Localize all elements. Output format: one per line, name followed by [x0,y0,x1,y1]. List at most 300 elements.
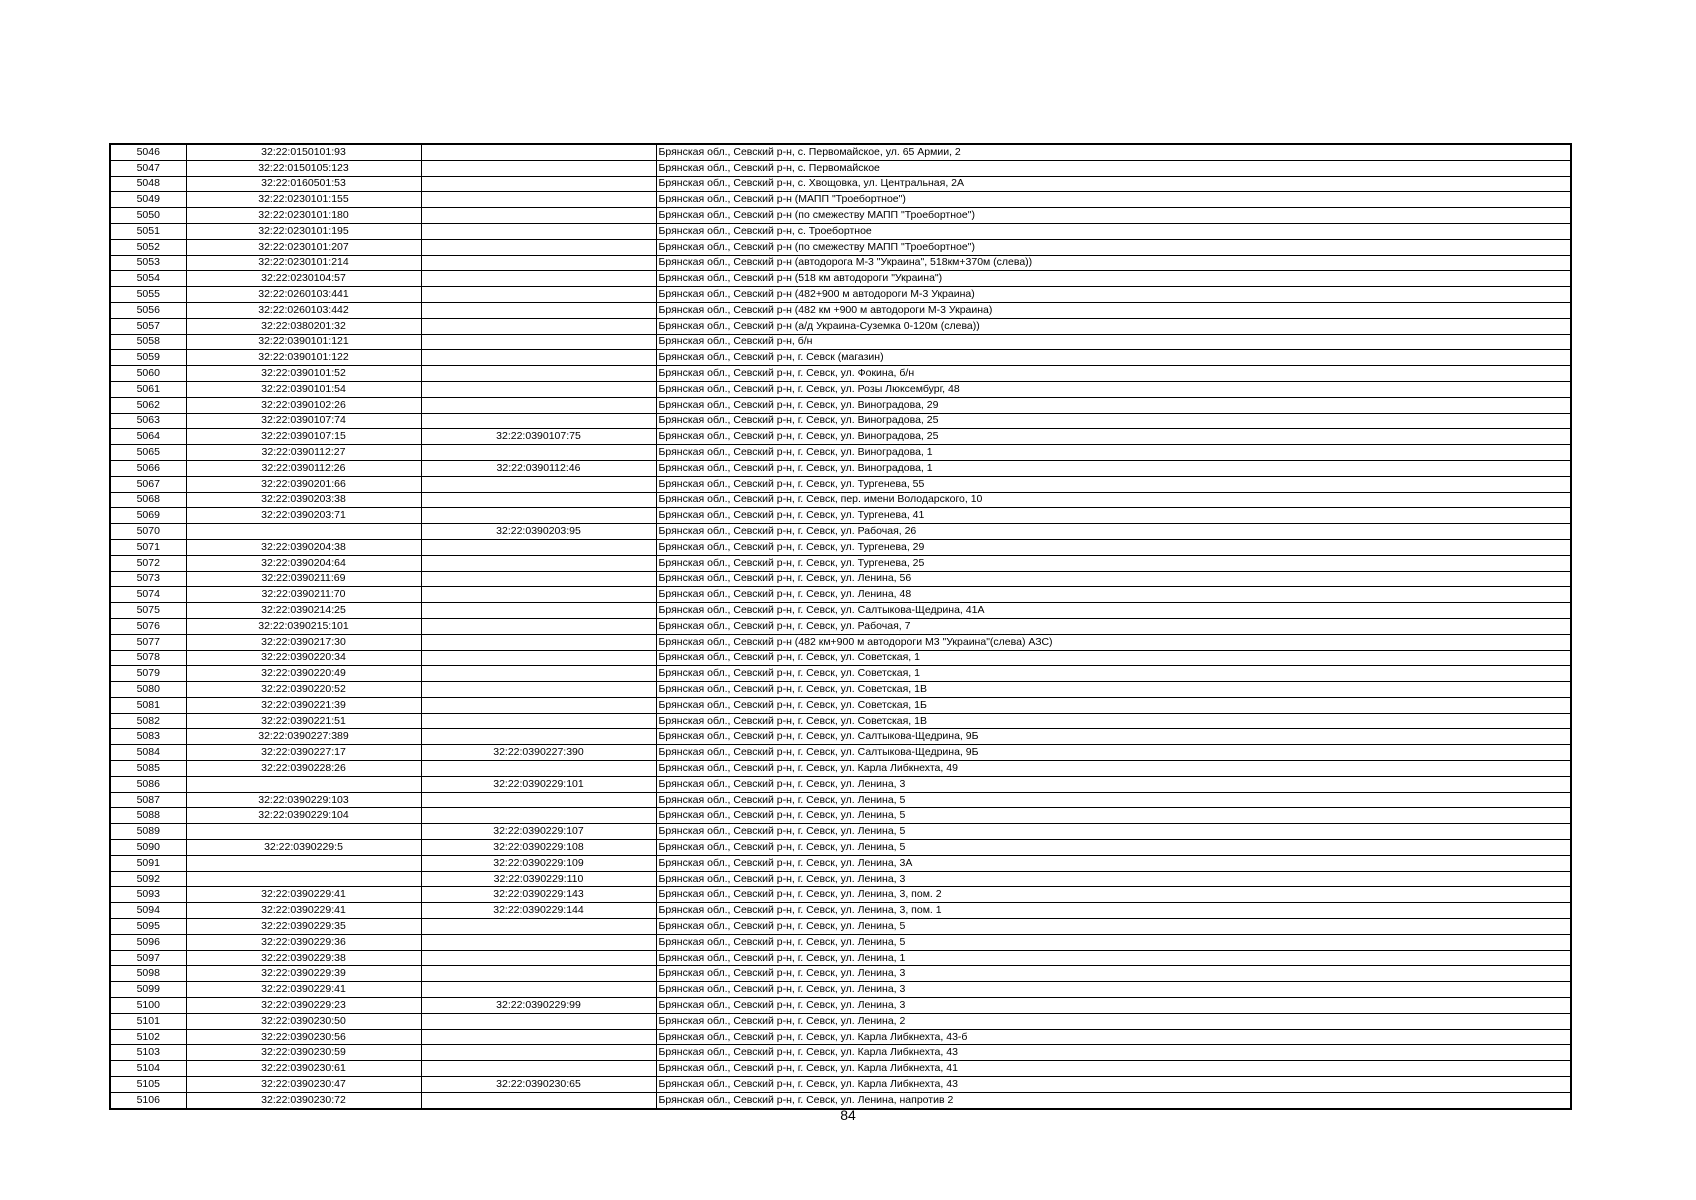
row-number-cell: 5065 [110,445,186,461]
table-row [110,223,1571,239]
address-cell: Брянская обл., Севский р-н, г. Севск, ул. Салтыкова-Щедрина, 9Б [656,745,1571,761]
row-number-cell: 5097 [110,950,186,966]
address-cell: Брянская обл., Севский р-н, г. Севск, ул. Ленина, напротив 2 [656,1092,1571,1108]
related-cadastral-number-cell [421,381,656,397]
cadastral-number-cell [186,855,421,871]
row-number-cell: 5059 [110,350,186,366]
address-cell: Брянская обл., Севский р-н, г. Севск, ул. Салтыкова-Щедрина, 41А [656,603,1571,619]
related-cadastral-number-cell [421,1029,656,1045]
table-row [110,855,1571,871]
cadastral-number-cell: 32:22:0390211:70 [186,587,421,603]
cadastral-number-cell: 32:22:0390204:64 [186,555,421,571]
address-cell: Брянская обл., Севский р-н, г. Севск, ул. Тургенева, 25 [656,555,1571,571]
cadastral-number-cell: 32:22:0390215:101 [186,618,421,634]
table-row [110,697,1571,713]
table-row [110,1029,1571,1045]
table-row [110,998,1571,1014]
table-row [110,381,1571,397]
address-cell: Брянская обл., Севский р-н, г. Севск, ул. Тургенева, 29 [656,539,1571,555]
row-number-cell: 5078 [110,650,186,666]
related-cadastral-number-cell [421,508,656,524]
cadastral-number-cell: 32:22:0230101:207 [186,239,421,255]
row-number-cell: 5106 [110,1092,186,1108]
cadastral-number-cell: 32:22:0390203:38 [186,492,421,508]
address-cell: Брянская обл., Севский р-н, г. Севск, ул. Ленина, 5 [656,919,1571,935]
address-cell: Брянская обл., Севский р-н, г. Севск, ул. Ленина, 3 [656,776,1571,792]
row-number-cell: 5090 [110,840,186,856]
cadastral-number-cell: 32:22:0390107:15 [186,429,421,445]
row-number-cell: 5103 [110,1045,186,1061]
related-cadastral-number-cell [421,287,656,303]
row-number-cell: 5050 [110,208,186,224]
address-cell: Брянская обл., Севский р-н, г. Севск, ул. Рабочая, 26 [656,524,1571,540]
cadastral-number-cell: 32:22:0390230:72 [186,1092,421,1108]
address-cell: Брянская обл., Севский р-н, г. Севск, ул. Ленина, 48 [656,587,1571,603]
cadastral-number-cell [186,871,421,887]
address-cell: Брянская обл., Севский р-н, г. Севск, ул. Фокина, б/н [656,366,1571,382]
related-cadastral-number-cell [421,223,656,239]
address-cell: Брянская обл., Севский р-н, г. Севск, ул. Советская, 1В [656,682,1571,698]
page-number: 84 [840,1107,856,1123]
cadastral-number-cell: 32:22:0390229:41 [186,903,421,919]
row-number-cell: 5096 [110,934,186,950]
related-cadastral-number-cell [421,808,656,824]
address-cell: Брянская обл., Севский р-н (по смежеству МАПП "Троебортное") [656,208,1571,224]
related-cadastral-number-cell [421,445,656,461]
related-cadastral-number-cell [421,697,656,713]
cadastral-number-cell: 32:22:0260103:441 [186,287,421,303]
table-row [110,318,1571,334]
table-row [110,239,1571,255]
cadastral-number-cell: 32:22:0150101:93 [186,144,421,160]
cadastral-number-cell: 32:22:0390112:27 [186,445,421,461]
related-cadastral-number-cell: 32:22:0390229:107 [421,824,656,840]
row-number-cell: 5100 [110,998,186,1014]
cadastral-number-cell: 32:22:0390229:41 [186,887,421,903]
cadastral-number-cell: 32:22:0390229:23 [186,998,421,1014]
cadastral-number-cell: 32:22:0390220:34 [186,650,421,666]
related-cadastral-number-cell [421,176,656,192]
address-cell: Брянская обл., Севский р-н (482+900 м автодороги М-3 Украина) [656,287,1571,303]
cadastral-number-cell: 32:22:0390227:389 [186,729,421,745]
address-cell: Брянская обл., Севский р-н, г. Севск, ул. Салтыкова-Щедрина, 9Б [656,729,1571,745]
related-cadastral-number-cell: 32:22:0390107:75 [421,429,656,445]
address-cell: Брянская обл., Севский р-н, г. Севск, ул. Ленина, 3А [656,855,1571,871]
cadastral-number-cell: 32:22:0390214:25 [186,603,421,619]
table-row [110,429,1571,445]
cadastral-number-cell: 32:22:0390102:26 [186,397,421,413]
cadastral-number-cell: 32:22:0390211:69 [186,571,421,587]
row-number-cell: 5067 [110,476,186,492]
row-number-cell: 5062 [110,397,186,413]
cadastral-number-cell: 32:22:0390101:54 [186,381,421,397]
row-number-cell: 5054 [110,271,186,287]
row-number-cell: 5095 [110,919,186,935]
cadastral-number-cell: 32:22:0260103:442 [186,302,421,318]
table-row [110,571,1571,587]
row-number-cell: 5084 [110,745,186,761]
address-cell: Брянская обл., Севский р-н, с. Первомайское [656,160,1571,176]
table-row [110,524,1571,540]
cadastral-number-cell [186,776,421,792]
address-cell: Брянская обл., Севский р-н, г. Севск, ул. Карла Либкнехта, 43 [656,1077,1571,1093]
cadastral-number-cell: 32:22:0390220:49 [186,666,421,682]
related-cadastral-number-cell [421,919,656,935]
table-row [110,397,1571,413]
table-row [110,287,1571,303]
row-number-cell: 5085 [110,761,186,777]
row-number-cell: 5094 [110,903,186,919]
row-number-cell: 5088 [110,808,186,824]
related-cadastral-number-cell [421,476,656,492]
address-cell: Брянская обл., Севский р-н, г. Севск, ул. Советская, 1В [656,713,1571,729]
cadastral-number-cell: 32:22:0390227:17 [186,745,421,761]
related-cadastral-number-cell [421,603,656,619]
related-cadastral-number-cell: 32:22:0390229:101 [421,776,656,792]
related-cadastral-number-cell: 32:22:0390229:144 [421,903,656,919]
address-cell: Брянская обл., Севский р-н, г. Севск, ул. Ленина, 2 [656,1013,1571,1029]
related-cadastral-number-cell [421,682,656,698]
address-cell: Брянская обл., Севский р-н, г. Севск, ул. Ленина, 3 [656,982,1571,998]
related-cadastral-number-cell [421,144,656,160]
related-cadastral-number-cell [421,587,656,603]
address-cell: Брянская обл., Севский р-н, г. Севск, ул. Ленина, 3 [656,871,1571,887]
cadastral-number-cell: 32:22:0390217:30 [186,634,421,650]
row-number-cell: 5070 [110,524,186,540]
related-cadastral-number-cell: 32:22:0390229:108 [421,840,656,856]
row-number-cell: 5093 [110,887,186,903]
address-cell: Брянская обл., Севский р-н, г. Севск, ул. Тургенева, 41 [656,508,1571,524]
address-cell: Брянская обл., Севский р-н (482 км+900 м автодороги М3 "Украина"(слева) АЗС) [656,634,1571,650]
related-cadastral-number-cell [421,208,656,224]
table-row [110,808,1571,824]
address-cell: Брянская обл., Севский р-н, г. Севск, ул. Ленина, 5 [656,808,1571,824]
cadastral-number-cell: 32:22:0150105:123 [186,160,421,176]
address-cell: Брянская обл., Севский р-н (автодорога М-3 "Украина", 518км+370м (слева)) [656,255,1571,271]
cadastral-number-cell: 32:22:0390221:51 [186,713,421,729]
related-cadastral-number-cell [421,729,656,745]
row-number-cell: 5048 [110,176,186,192]
table-row [110,840,1571,856]
cadastral-number-cell: 32:22:0390230:56 [186,1029,421,1045]
row-number-cell: 5077 [110,634,186,650]
related-cadastral-number-cell [421,255,656,271]
cadastral-number-cell: 32:22:0390220:52 [186,682,421,698]
table-row [110,271,1571,287]
row-number-cell: 5074 [110,587,186,603]
cadastral-number-cell: 32:22:0390229:39 [186,966,421,982]
row-number-cell: 5086 [110,776,186,792]
address-cell: Брянская обл., Севский р-н, г. Севск, ул. Ленина, 5 [656,934,1571,950]
table-row [110,966,1571,982]
cadastral-number-cell: 32:22:0390229:104 [186,808,421,824]
address-cell: Брянская обл., Севский р-н, г. Севск, ул. Карла Либкнехта, 41 [656,1061,1571,1077]
address-cell: Брянская обл., Севский р-н (482 км +900 м автодороги М-3 Украина) [656,302,1571,318]
address-cell: Брянская обл., Севский р-н, г. Севск, ул. Рабочая, 7 [656,618,1571,634]
address-cell: Брянская обл., Севский р-н, с. Первомайское, ул. 65 Армии, 2 [656,144,1571,160]
row-number-cell: 5058 [110,334,186,350]
row-number-cell: 5101 [110,1013,186,1029]
related-cadastral-number-cell [421,1061,656,1077]
related-cadastral-number-cell [421,192,656,208]
cadastral-number-cell: 32:22:0230101:155 [186,192,421,208]
table-row [110,413,1571,429]
address-cell: Брянская обл., Севский р-н, г. Севск, ул. Виноградова, 29 [656,397,1571,413]
cadastral-number-cell: 32:22:0390230:59 [186,1045,421,1061]
table-row [110,1045,1571,1061]
table-row [110,476,1571,492]
table-row [110,555,1571,571]
table-row [110,666,1571,682]
table-row [110,539,1571,555]
related-cadastral-number-cell [421,950,656,966]
address-cell: Брянская обл., Севский р-н, г. Севск, ул. Советская, 1 [656,650,1571,666]
address-cell: Брянская обл., Севский р-н, г. Севск, ул. Советская, 1Б [656,697,1571,713]
cadastral-number-cell: 32:22:0390230:61 [186,1061,421,1077]
row-number-cell: 5099 [110,982,186,998]
row-number-cell: 5079 [110,666,186,682]
row-number-cell: 5057 [110,318,186,334]
registry-table-body [110,144,1571,1109]
address-cell: Брянская обл., Севский р-н, г. Севск (магазин) [656,350,1571,366]
table-row [110,366,1571,382]
cadastral-number-cell: 32:22:0390101:52 [186,366,421,382]
related-cadastral-number-cell [421,1045,656,1061]
cadastral-number-cell: 32:22:0390229:36 [186,934,421,950]
address-cell: Брянская обл., Севский р-н, г. Севск, ул. Карла Либкнехта, 43-б [656,1029,1571,1045]
address-cell: Брянская обл., Севский р-н (по смежеству МАПП "Троебортное") [656,239,1571,255]
row-number-cell: 5081 [110,697,186,713]
related-cadastral-number-cell: 32:22:0390203:95 [421,524,656,540]
address-cell: Брянская обл., Севский р-н, с. Троебортное [656,223,1571,239]
address-cell: Брянская обл., Севский р-н, г. Севск, ул. Ленина, 3, пом. 2 [656,887,1571,903]
related-cadastral-number-cell [421,713,656,729]
address-cell: Брянская обл., Севский р-н, г. Севск, ул. Ленина, 1 [656,950,1571,966]
row-number-cell: 5080 [110,682,186,698]
row-number-cell: 5046 [110,144,186,160]
table-row [110,919,1571,935]
row-number-cell: 5049 [110,192,186,208]
address-cell: Брянская обл., Севский р-н, с. Хвощовка, ул. Центральная, 2А [656,176,1571,192]
cadastral-number-cell: 32:22:0390204:38 [186,539,421,555]
table-row [110,903,1571,919]
table-row [110,634,1571,650]
address-cell: Брянская обл., Севский р-н, г. Севск, пер. имени Володарского, 10 [656,492,1571,508]
address-cell: Брянская обл., Севский р-н, б/н [656,334,1571,350]
related-cadastral-number-cell [421,160,656,176]
related-cadastral-number-cell [421,302,656,318]
cadastral-number-cell: 32:22:0230101:214 [186,255,421,271]
row-number-cell: 5083 [110,729,186,745]
table-row [110,445,1571,461]
address-cell: Брянская обл., Севский р-н, г. Севск, ул. Виноградова, 25 [656,429,1571,445]
related-cadastral-number-cell [421,350,656,366]
table-row [110,713,1571,729]
related-cadastral-number-cell [421,366,656,382]
table-row [110,255,1571,271]
table-row [110,761,1571,777]
table-row [110,650,1571,666]
cadastral-number-cell [186,824,421,840]
related-cadastral-number-cell [421,761,656,777]
related-cadastral-number-cell [421,318,656,334]
address-cell: Брянская обл., Севский р-н (а/д Украина-Суземка 0-120м (слева)) [656,318,1571,334]
row-number-cell: 5052 [110,239,186,255]
table-row [110,302,1571,318]
row-number-cell: 5056 [110,302,186,318]
related-cadastral-number-cell [421,555,656,571]
cadastral-number-cell: 32:22:0390221:39 [186,697,421,713]
row-number-cell: 5063 [110,413,186,429]
row-number-cell: 5091 [110,855,186,871]
table-row [110,618,1571,634]
table-row [110,144,1571,160]
related-cadastral-number-cell: 32:22:0390229:109 [421,855,656,871]
cadastral-number-cell: 32:22:0390229:41 [186,982,421,998]
cadastral-number-cell: 32:22:0390228:26 [186,761,421,777]
row-number-cell: 5098 [110,966,186,982]
address-cell: Брянская обл., Севский р-н, г. Севск, ул. Ленина, 3 [656,998,1571,1014]
address-cell: Брянская обл., Севский р-н, г. Севск, ул. Ленина, 3 [656,966,1571,982]
cadastral-number-cell [186,524,421,540]
table-row [110,492,1571,508]
row-number-cell: 5064 [110,429,186,445]
related-cadastral-number-cell: 32:22:0390227:390 [421,745,656,761]
address-cell: Брянская обл., Севский р-н, г. Севск, ул. Ленина, 5 [656,792,1571,808]
cadastral-number-cell: 32:22:0390229:5 [186,840,421,856]
row-number-cell: 5105 [110,1077,186,1093]
table-row [110,350,1571,366]
cadastral-number-cell: 32:22:0390203:71 [186,508,421,524]
table-row [110,887,1571,903]
row-number-cell: 5076 [110,618,186,634]
cadastral-number-cell: 32:22:0390229:103 [186,792,421,808]
related-cadastral-number-cell [421,650,656,666]
row-number-cell: 5082 [110,713,186,729]
cadastral-number-cell: 32:22:0230101:195 [186,223,421,239]
table-row [110,587,1571,603]
related-cadastral-number-cell [421,397,656,413]
related-cadastral-number-cell [421,571,656,587]
address-cell: Брянская обл., Севский р-н (518 км автодороги "Украина") [656,271,1571,287]
cadastral-number-cell: 32:22:0230104:57 [186,271,421,287]
cadastral-number-cell: 32:22:0390229:35 [186,919,421,935]
related-cadastral-number-cell [421,618,656,634]
address-cell: Брянская обл., Севский р-н, г. Севск, ул. Виноградова, 1 [656,460,1571,476]
row-number-cell: 5055 [110,287,186,303]
related-cadastral-number-cell: 32:22:0390229:99 [421,998,656,1014]
row-number-cell: 5072 [110,555,186,571]
table-row [110,1077,1571,1093]
address-cell: Брянская обл., Севский р-н (МАПП "Троебортное") [656,192,1571,208]
related-cadastral-number-cell [421,413,656,429]
table-row [110,192,1571,208]
table-row [110,603,1571,619]
row-number-cell: 5102 [110,1029,186,1045]
row-number-cell: 5087 [110,792,186,808]
table-row [110,982,1571,998]
cadastral-number-cell: 32:22:0390230:50 [186,1013,421,1029]
table-row [110,176,1571,192]
table-row [110,824,1571,840]
related-cadastral-number-cell [421,1013,656,1029]
table-row [110,208,1571,224]
row-number-cell: 5051 [110,223,186,239]
row-number-cell: 5104 [110,1061,186,1077]
row-number-cell: 5071 [110,539,186,555]
related-cadastral-number-cell: 32:22:0390112:46 [421,460,656,476]
cadastral-number-cell: 32:22:0390112:26 [186,460,421,476]
table-row [110,334,1571,350]
address-cell: Брянская обл., Севский р-н, г. Севск, ул. Ленина, 5 [656,840,1571,856]
cadastral-number-cell: 32:22:0390101:121 [186,334,421,350]
related-cadastral-number-cell: 32:22:0390229:110 [421,871,656,887]
row-number-cell: 5068 [110,492,186,508]
cadastral-number-cell: 32:22:0390230:47 [186,1077,421,1093]
address-cell: Брянская обл., Севский р-н, г. Севск, ул. Советская, 1 [656,666,1571,682]
table-row [110,950,1571,966]
related-cadastral-number-cell [421,666,656,682]
row-number-cell: 5089 [110,824,186,840]
address-cell: Брянская обл., Севский р-н, г. Севск, ул. Ленина, 3, пом. 1 [656,903,1571,919]
row-number-cell: 5066 [110,460,186,476]
address-cell: Брянская обл., Севский р-н, г. Севск, ул. Виноградова, 25 [656,413,1571,429]
table-row [110,1061,1571,1077]
address-cell: Брянская обл., Севский р-н, г. Севск, ул. Ленина, 56 [656,571,1571,587]
address-cell: Брянская обл., Севский р-н, г. Севск, ул. Карла Либкнехта, 49 [656,761,1571,777]
row-number-cell: 5060 [110,366,186,382]
related-cadastral-number-cell [421,792,656,808]
address-cell: Брянская обл., Севский р-н, г. Севск, ул. Карла Либкнехта, 43 [656,1045,1571,1061]
cadastral-number-cell: 32:22:0390101:122 [186,350,421,366]
table-row [110,508,1571,524]
cadastral-number-cell: 32:22:0230101:180 [186,208,421,224]
cadastral-number-cell: 32:22:0380201:32 [186,318,421,334]
table-row [110,792,1571,808]
row-number-cell: 5053 [110,255,186,271]
related-cadastral-number-cell [421,539,656,555]
table-row [110,776,1571,792]
address-cell: Брянская обл., Севский р-н, г. Севск, ул. Ленина, 5 [656,824,1571,840]
related-cadastral-number-cell: 32:22:0390229:143 [421,887,656,903]
table-row [110,729,1571,745]
cadastral-number-cell: 32:22:0390201:66 [186,476,421,492]
table-row [110,160,1571,176]
table-row [110,745,1571,761]
row-number-cell: 5073 [110,571,186,587]
row-number-cell: 5069 [110,508,186,524]
related-cadastral-number-cell [421,492,656,508]
related-cadastral-number-cell [421,334,656,350]
cadastral-number-cell: 32:22:0160501:53 [186,176,421,192]
related-cadastral-number-cell: 32:22:0390230:65 [421,1077,656,1093]
related-cadastral-number-cell [421,982,656,998]
address-cell: Брянская обл., Севский р-н, г. Севск, ул. Виноградова, 1 [656,445,1571,461]
cadastral-number-cell: 32:22:0390229:38 [186,950,421,966]
related-cadastral-number-cell [421,634,656,650]
related-cadastral-number-cell [421,239,656,255]
table-row [110,871,1571,887]
row-number-cell: 5092 [110,871,186,887]
registry-table [109,143,1572,1110]
cadastral-number-cell: 32:22:0390107:74 [186,413,421,429]
table-row [110,934,1571,950]
related-cadastral-number-cell [421,934,656,950]
related-cadastral-number-cell [421,271,656,287]
address-cell: Брянская обл., Севский р-н, г. Севск, ул. Розы Люксембург, 48 [656,381,1571,397]
table-row [110,460,1571,476]
row-number-cell: 5061 [110,381,186,397]
